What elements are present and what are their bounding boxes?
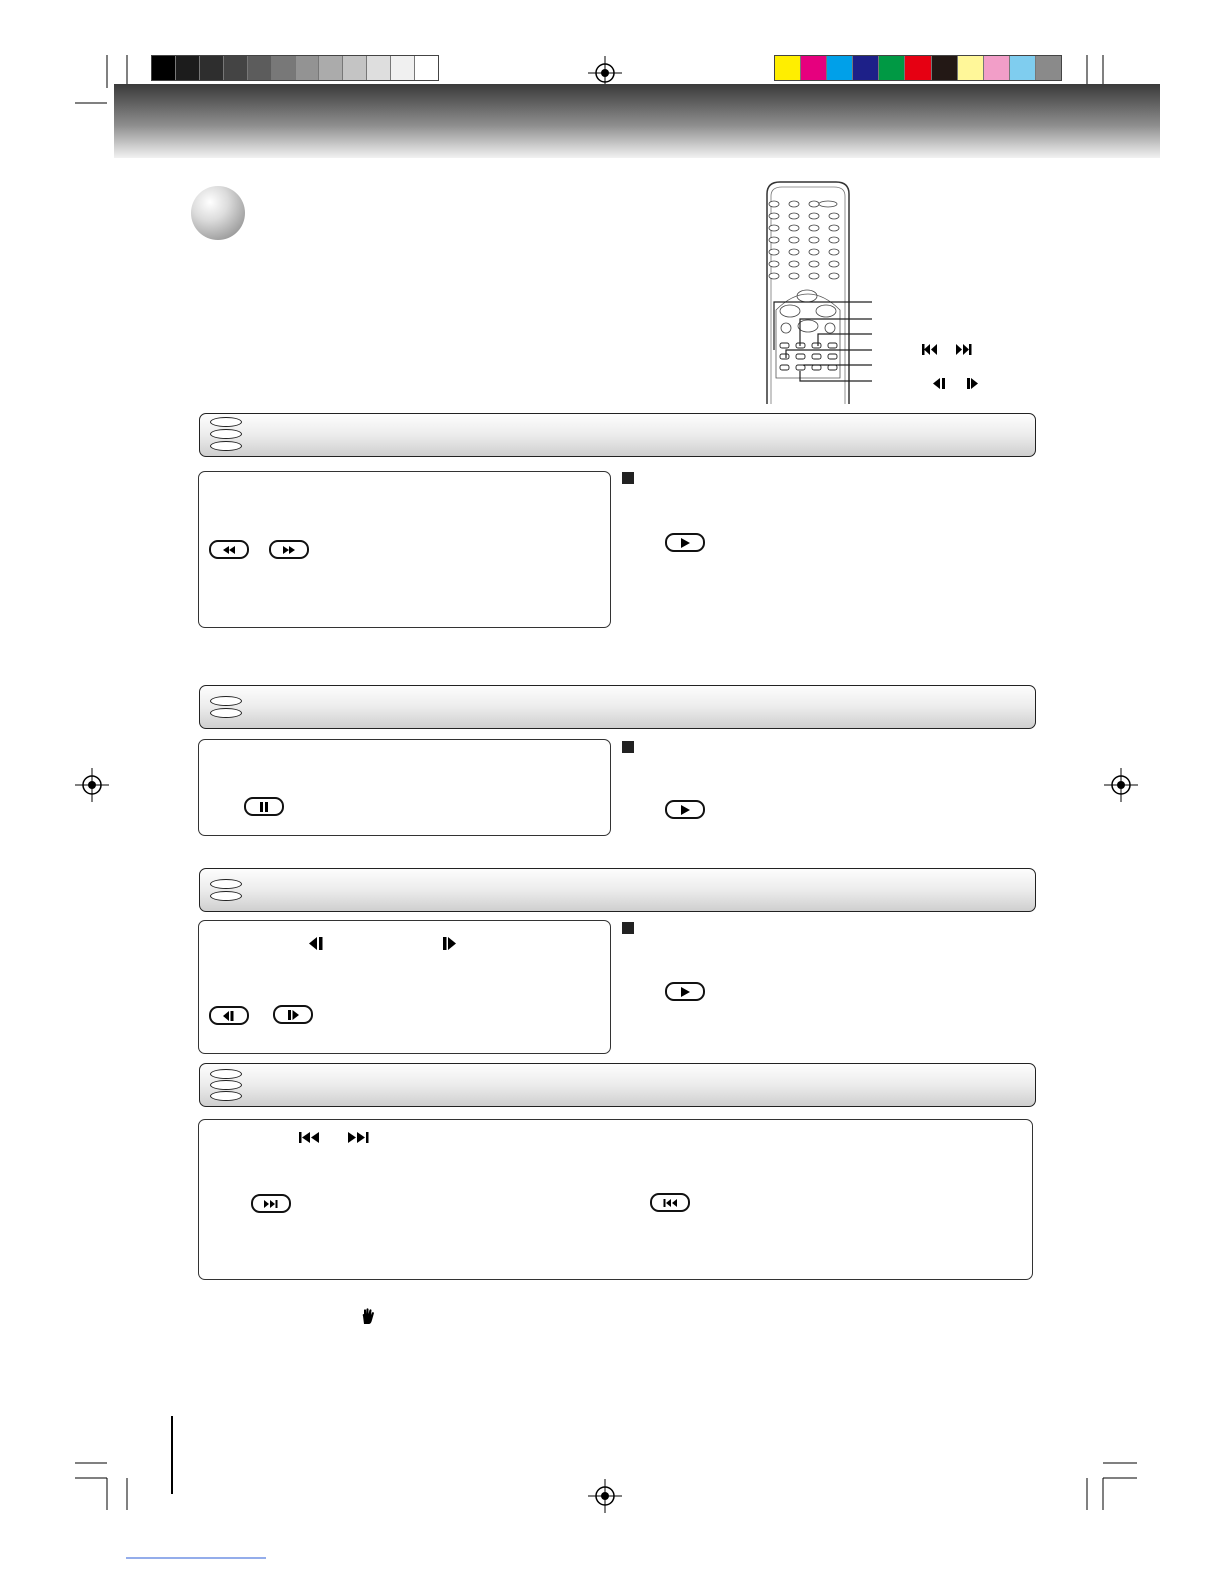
disc-type-icon [210,1069,242,1079]
color-swatch [932,56,958,80]
grayscale-swatch [224,56,248,80]
instruction-box [198,1119,1033,1280]
header-band [114,84,1160,158]
remote-key [829,225,839,231]
remote-key [789,213,799,219]
color-swatch [905,56,931,80]
registration-mark-icon [75,768,109,802]
section-header-bar [199,685,1036,729]
hand-icon [361,1308,375,1325]
section-header-bar [199,413,1036,457]
instruction-box [198,739,611,836]
grayscale-swatch [343,56,367,80]
remote-key [789,249,799,255]
remote-key [769,201,779,207]
remote-key [829,273,839,279]
frame-forward-icon [442,937,458,950]
instruction-box [198,471,611,628]
remote-key [809,261,819,267]
skip-forward-button[interactable] [251,1194,291,1213]
frame-back-icon [308,937,324,950]
grayscale-swatch [319,56,343,80]
remote-control-illustration [760,178,990,406]
remote-key [789,225,799,231]
note-bullet-icon [622,922,634,934]
frame-back-button[interactable] [209,1006,249,1025]
color-swatch [775,56,801,80]
remote-key [789,237,799,243]
skip-forward-icon [263,1200,279,1208]
remote-key [769,213,779,219]
remote-key [769,273,779,279]
play-icon [678,538,692,548]
remote-key [819,201,837,207]
skip-back-button[interactable] [650,1193,690,1212]
grayscale-swatch [200,56,224,80]
disc-type-icon [210,1091,242,1101]
frame-forward-button[interactable] [273,1005,313,1024]
skip-back-icon [662,1199,678,1207]
note-bullet-icon [622,741,634,753]
color-swatch [1036,56,1061,80]
rewind-icon [220,546,238,554]
disc-type-icon [210,879,242,889]
color-swatch [984,56,1010,80]
play-button[interactable] [665,982,705,1001]
color-swatch [879,56,905,80]
remote-key [769,249,779,255]
remote-key [789,273,799,279]
registration-mark-icon [588,1479,622,1513]
remote-key [789,261,799,267]
disc-type-icon [210,696,242,706]
play-button[interactable] [665,533,705,552]
color-swatch [801,56,827,80]
remote-key [809,213,819,219]
color-swatch [827,56,853,80]
section-header-bar [199,1063,1036,1107]
grayscale-swatch [176,56,200,80]
note-bullet-icon [622,472,634,484]
skip-forward-icon [346,1132,370,1143]
remote-key [829,249,839,255]
remote-key [829,261,839,267]
disc-type-icon [210,417,242,427]
play-icon [678,987,692,997]
pause-icon [259,802,269,812]
color-swatch [1010,56,1036,80]
grayscale-swatch [296,56,320,80]
grayscale-swatch [367,56,391,80]
play-icon [678,805,692,815]
grayscale-swatch [248,56,272,80]
remote-key [809,273,819,279]
remote-key [809,201,819,207]
registration-mark-icon [1104,768,1138,802]
remote-key [809,237,819,243]
grayscale-calibration-bar [151,55,439,81]
grayscale-swatch [391,56,415,80]
disc-type-icon [210,1080,242,1090]
remote-key [769,261,779,267]
grayscale-swatch [272,56,296,80]
remote-key [829,213,839,219]
color-calibration-bar [774,55,1062,81]
disc-type-icon [210,891,242,901]
remote-key [809,225,819,231]
color-swatch [958,56,984,80]
disc-type-icon [210,429,242,439]
grayscale-swatch [415,56,438,80]
remote-key [769,225,779,231]
frame-forward-icon [286,1010,300,1020]
play-button[interactable] [665,800,705,819]
rewind-button[interactable] [209,540,249,559]
pause-button[interactable] [244,797,284,816]
section-header-bar [199,868,1036,912]
color-swatch [853,56,879,80]
remote-key [809,249,819,255]
frame-back-icon [222,1011,236,1021]
fast-forward-icon [280,546,298,554]
remote-key [789,201,799,207]
fast-forward-button[interactable] [269,540,309,559]
disc-type-icon [210,441,242,451]
remote-key [769,237,779,243]
grayscale-swatch [152,56,176,80]
section-bullet-icon [191,186,245,240]
instruction-box [198,920,611,1054]
disc-type-icon [210,708,242,718]
remote-key [829,237,839,243]
skip-back-icon [298,1132,322,1143]
